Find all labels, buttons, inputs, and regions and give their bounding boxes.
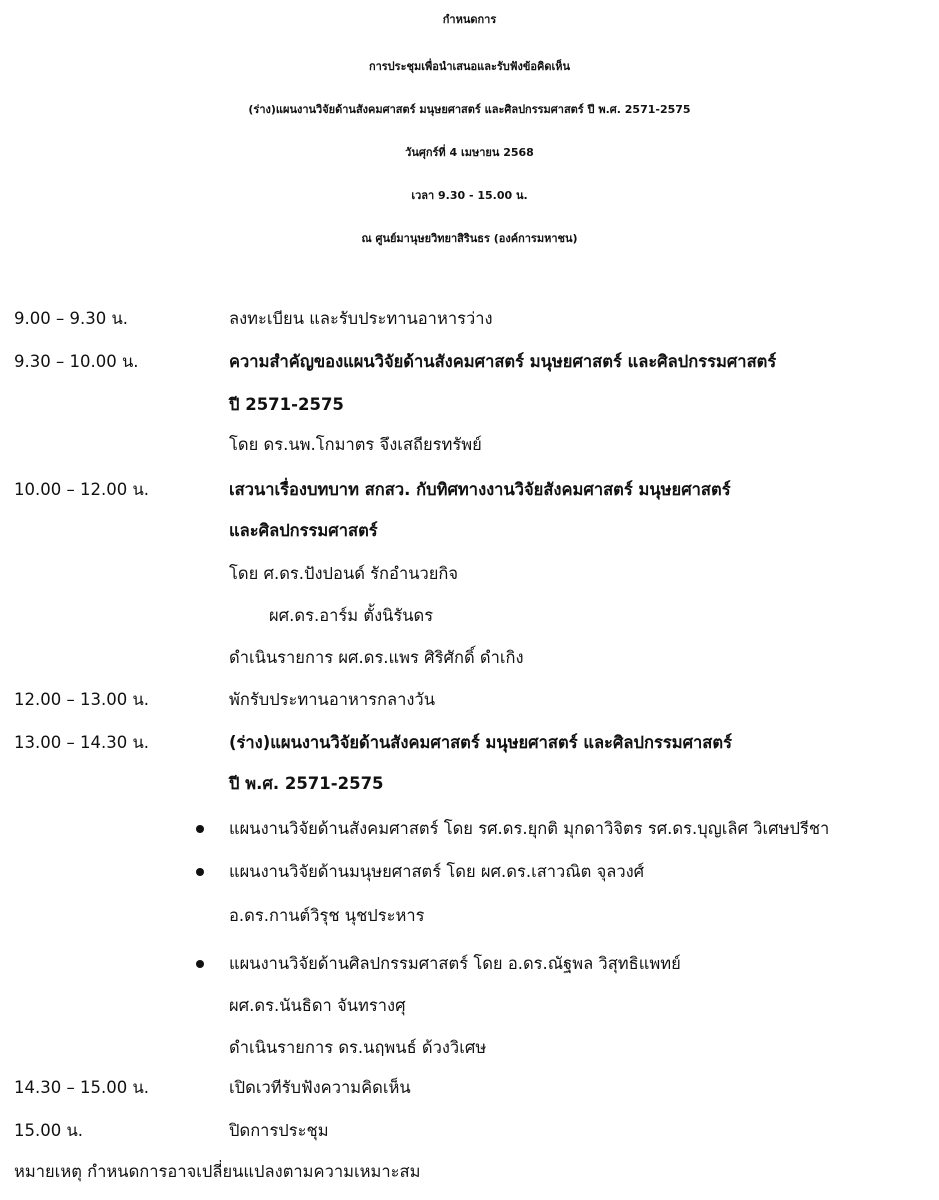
sub-item-speaker: อ.ดร.กานต์วิรุช นุชประหาร — [229, 906, 425, 925]
slot-speaker: ผศ.ดร.อาร์ม ตั้งนิรันดร — [269, 606, 434, 625]
slot-time: 13.00 – 14.30 น. — [14, 733, 149, 752]
slot-time: 14.30 – 15.00 น. — [14, 1078, 149, 1097]
bullet-icon — [196, 825, 204, 833]
sub-item-speaker: ผศ.ดร.นันธิดา จันทรางศุ — [229, 996, 406, 1015]
plan-title: (ร่าง)แผนงานวิจัยด้านสังคมศาสตร์ มนุษยศาสตร์ และศิลปกรรมศาสตร์ ปี พ.ศ. 2571-2575 — [248, 103, 691, 116]
slot-heading: ปี 2571-2575 — [229, 395, 344, 414]
meeting-title: การประชุมเพื่อนำเสนอและรับฟังข้อคิดเห็น — [368, 60, 571, 73]
sub-item: แผนงานวิจัยด้านศิลปกรรมศาสตร์ โดย อ.ดร.ณัฐพล วิสุทธิแพทย์ — [229, 954, 681, 973]
bullet-icon — [196, 868, 204, 876]
slot-time: 9.00 – 9.30 น. — [14, 309, 128, 328]
slot-moderator: ดำเนินรายการ ผศ.ดร.แพร ศิริศักดิ์ ดำเกิง — [229, 648, 524, 667]
slot-text: ลงทะเบียน และรับประทานอาหารว่าง — [229, 309, 493, 328]
slot-time: 9.30 – 10.00 น. — [14, 352, 139, 371]
slot-heading: (ร่าง)แผนงานวิจัยด้านสังคมศาสตร์ มนุษยศาสตร์ และศิลปกรรมศาสตร์ — [229, 733, 732, 752]
slot-speaker: โดย ศ.ดร.ปังปอนด์ รักอำนวยกิจ — [229, 564, 459, 583]
meeting-time: เวลา 9.30 - 15.00 น. — [411, 189, 528, 202]
bullet-icon — [196, 960, 204, 968]
footer-note: หมายเหตุ กำหนดการอาจเปลี่ยนแปลงตามความเหมาะสม — [14, 1162, 421, 1181]
doc-title: กำหนดการ — [442, 13, 497, 26]
meeting-venue: ณ ศูนย์มานุษยวิทยาสิรินธร (องค์การมหาชน) — [361, 232, 578, 245]
slot-time: 10.00 – 12.00 น. — [14, 480, 149, 499]
meeting-date: วันศุกร์ที่ 4 เมษายน 2568 — [405, 146, 534, 159]
slot-heading: และศิลปกรรมศาสตร์ — [229, 521, 378, 540]
slot-text: ปิดการประชุม — [229, 1121, 329, 1140]
slot-time: 12.00 – 13.00 น. — [14, 690, 149, 709]
slot-text: พักรับประทานอาหารกลางวัน — [229, 690, 435, 709]
sub-item: แผนงานวิจัยด้านสังคมศาสตร์ โดย รศ.ดร.ยุกติ มุกดาวิจิตร รศ.ดร.บุญเลิศ วิเศษปรีชา — [229, 819, 830, 838]
slot-time: 15.00 น. — [14, 1121, 84, 1140]
slot-heading: เสวนาเรื่องบทบาท สกสว. กับทิศทางงานวิจัยสังคมศาสตร์ มนุษยศาสตร์ — [229, 480, 731, 499]
slot-text: เปิดเวทีรับฟังความคิดเห็น — [229, 1078, 411, 1097]
slot-heading: ปี พ.ศ. 2571-2575 — [229, 774, 384, 793]
slot-moderator: ดำเนินรายการ ดร.นฤพนธ์ ด้วงวิเศษ — [229, 1038, 487, 1057]
slot-heading: ความสำคัญของแผนวิจัยด้านสังคมศาสตร์ มนุษยศาสตร์ และศิลปกรรมศาสตร์ — [229, 352, 777, 371]
sub-item: แผนงานวิจัยด้านมนุษยศาสตร์ โดย ผศ.ดร.เสาวณิต จุลวงศ์ — [229, 862, 645, 881]
slot-speaker: โดย ดร.นพ.โกมาตร จึงเสถียรทรัพย์ — [229, 435, 482, 454]
